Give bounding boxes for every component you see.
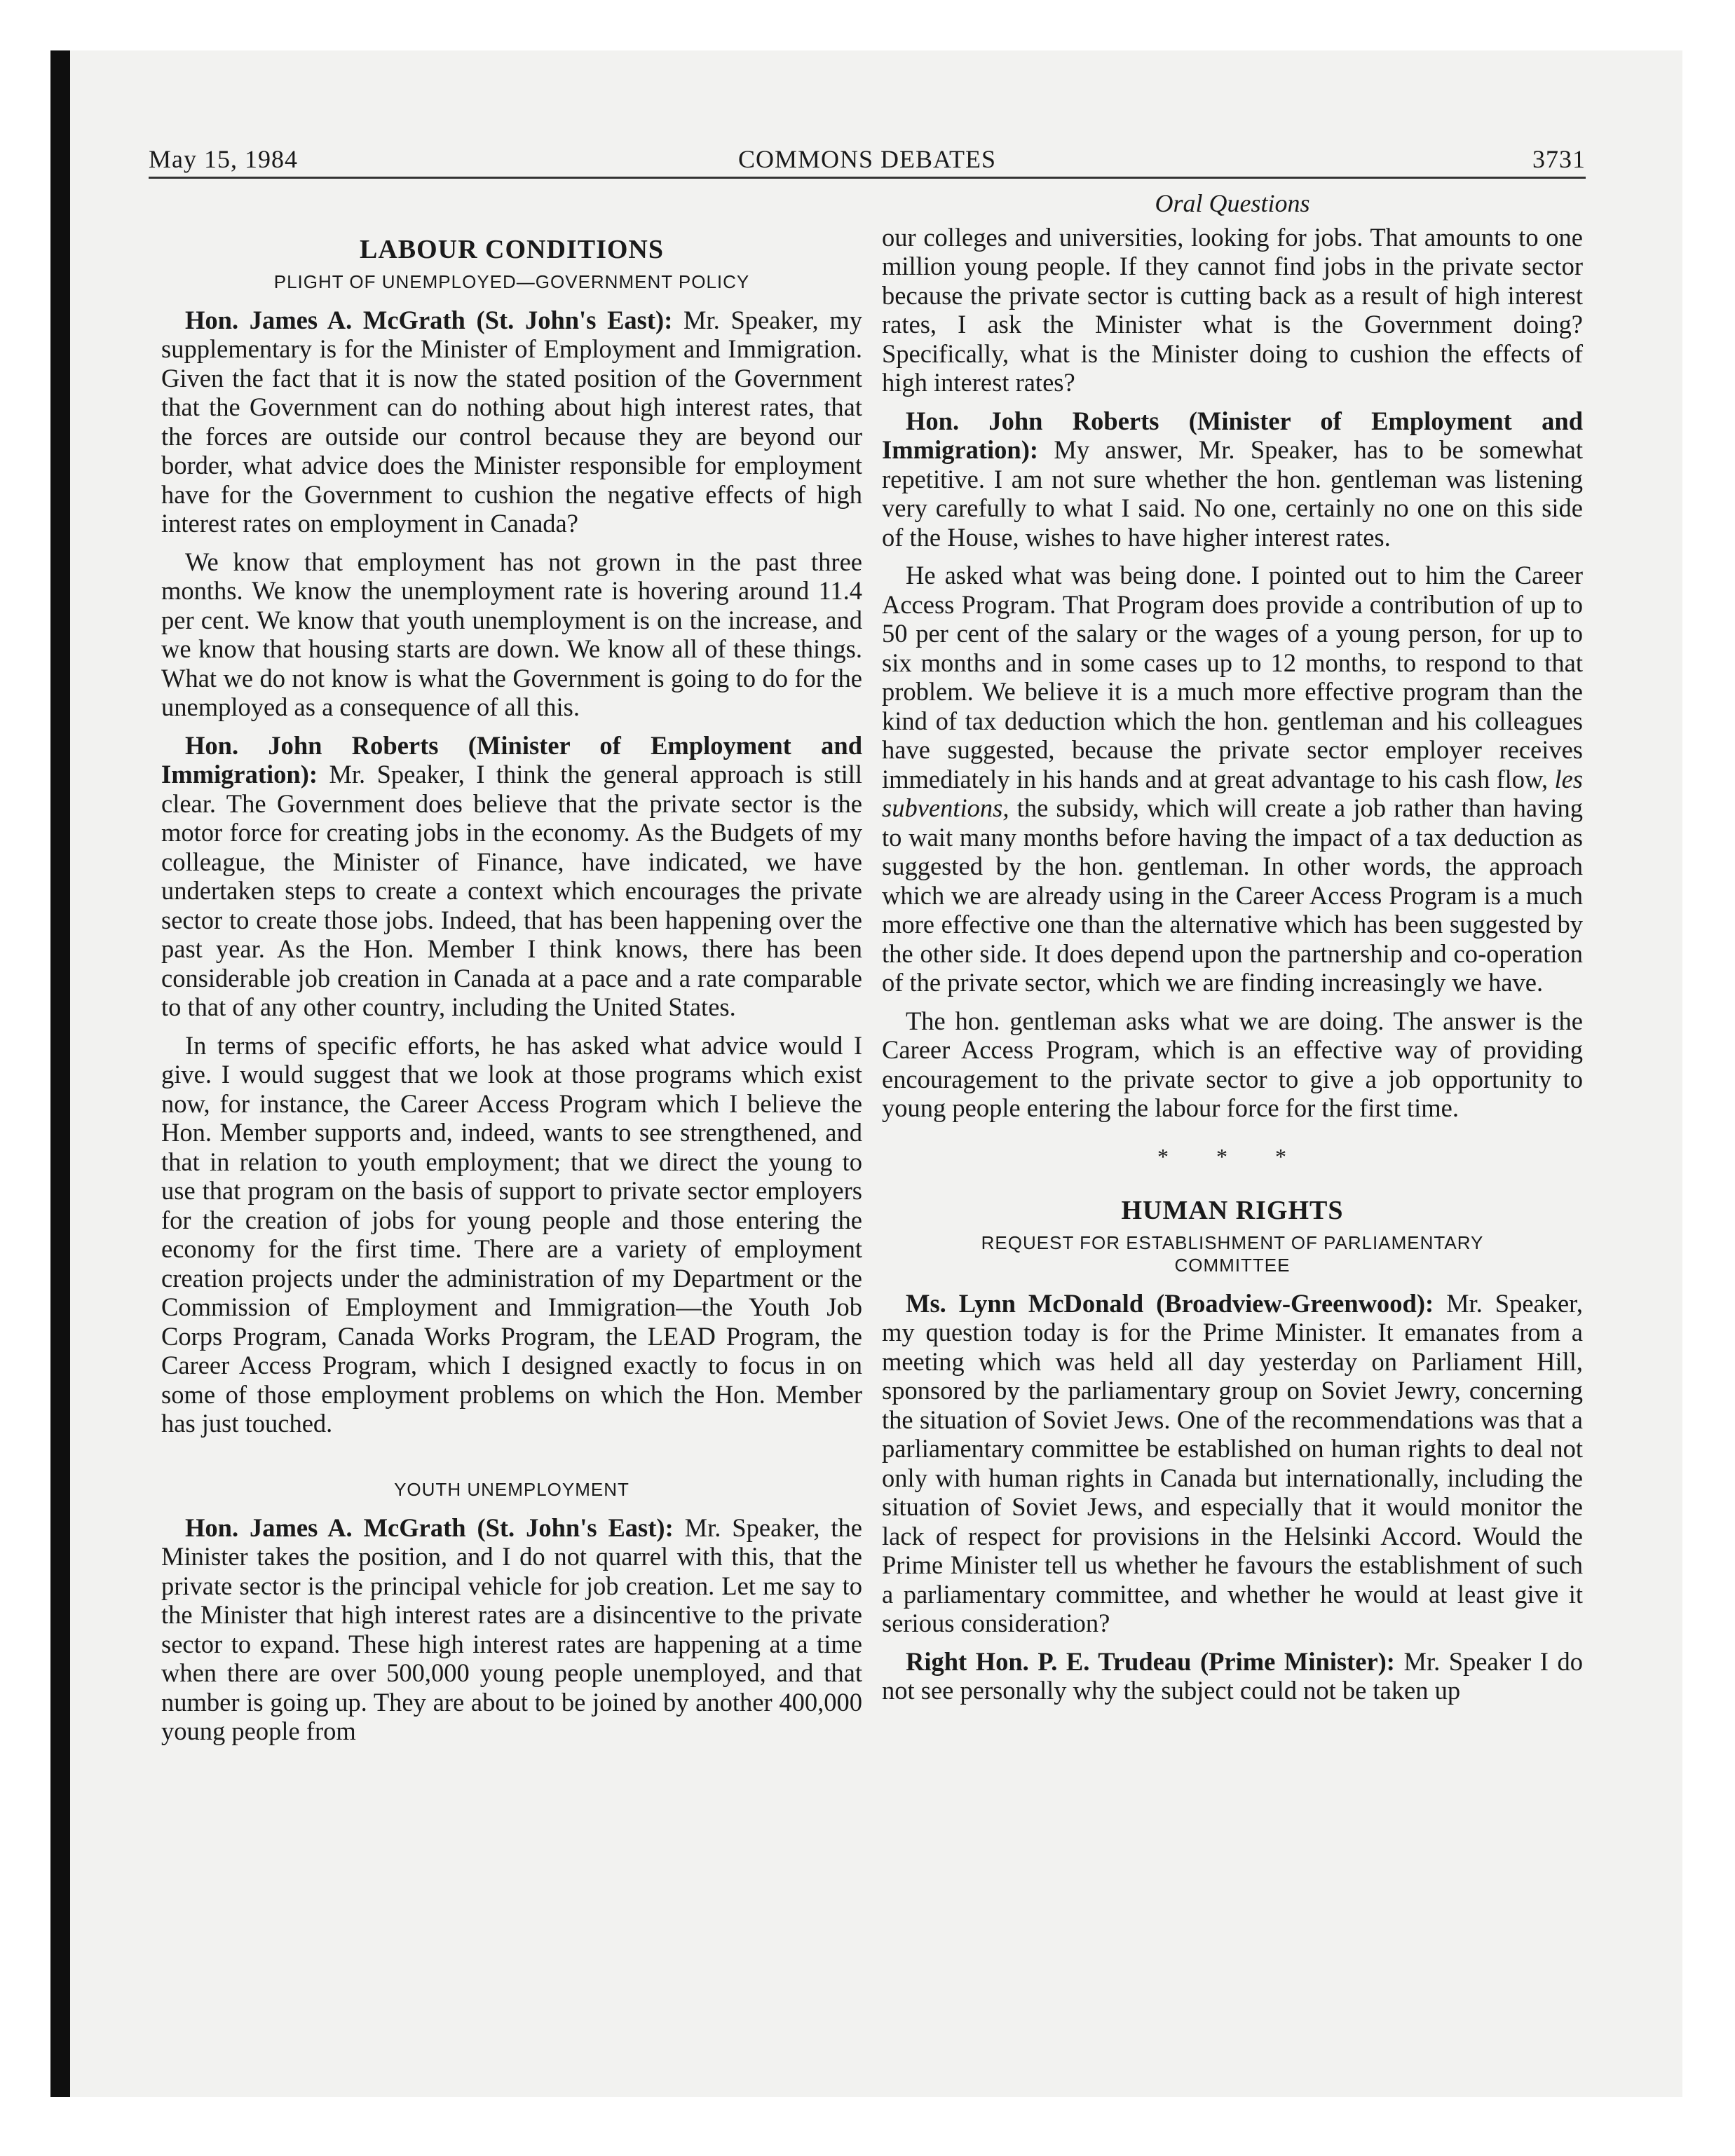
paragraph <box>882 407 1583 552</box>
speaker-name: Ms. Lynn McDonald (Broadview-Greenwood): <box>906 1288 1434 1318</box>
running-head: Oral Questions <box>1155 189 1310 217</box>
section-title-labour-conditions: LABOUR CONDITIONS <box>359 235 665 264</box>
paragraph <box>161 1513 862 1746</box>
scan-edge <box>50 50 70 2097</box>
page-header <box>149 140 1586 179</box>
paragraph-text: Mr. Speaker, my question today is for the Prime Minister. It emanates from a meeting which was held all day yesterday on Parliament Hill, sponsored by the parliamentary group on Soviet Jewry, concerning the situation of Soviet Jews. One of the recommendations was that a parliamentary committee be established on human rights to deal not only with human rights in Canada but internationally, including the situation of Soviet Jews, and especially that it would monitor the lack of respect for provisions in the Helsinki Accord. Would the Prime Minister tell us whether he favours the establishment of such a parliamentary committee, and whether he would at least give it serious consideration? <box>882 1288 1583 1637</box>
paragraph-text: My answer, Mr. Speaker, has to be somewhat repetitive. I am not sure whether the hon. gentleman was listening very carefully to what I said. No one, certainly no one on this side of the House, wishes to have higher interest rates. <box>882 435 1583 552</box>
paragraph <box>882 1647 1583 1705</box>
right-column <box>882 189 1583 1714</box>
section-subtitle-parliamentary-committee: REQUEST FOR ESTABLISHMENT OF PARLIAMENTARY COMMITTEE <box>981 1231 1484 1276</box>
paragraph-text: Mr. Speaker, my supplementary is for the Minister of Employment and Immigration. Given the fact that it is now the stated position of the Government that the Government can do nothing about high interest rates, that the forces are outside our control because they are beyond our border, what advice does the Minister responsible for employment have for the Government to cushion the negative effects of high interest rates on employment in Canada? <box>161 305 862 538</box>
section-subtitle-youth-unemployment: YOUTH UNEMPLOYMENT <box>394 1478 630 1500</box>
header-page-number: 3731 <box>1532 145 1586 173</box>
paragraph: We know that employment has not grown in the past three months. We know the unemployment rate is hovering around 11.4 per cent. We know that youth unemployment is on the increase, and we know that housing starts are down. We know all of these things. What we do not know is what the Government is going to do for the unemployed as a consequence of all this. <box>161 547 862 721</box>
paragraph: In terms of specific efforts, he has asked what advice would I give. I would suggest that we look at those programs which exist now, for instance, the Career Access Program which I believe the Hon. Member supports and, indeed, wants to see strengthened, and that in relation to youth employment; that we direct the young to use that program on the basis of support to private sector employers for the creation of jobs for young people and those entering the economy for the first time. There are a variety of employment creation projects under the administration of my Department or the Commission of Employment and Immigration—the Youth Job Corps Program, Canada Works Program, the LEAD Program, the Career Access Program, which I designed exactly to focus in on some of those employment problems on which the Hon. Member has just touched. <box>161 1030 862 1438</box>
speaker-name: Right Hon. P. E. Trudeau (Prime Minister): <box>906 1646 1395 1676</box>
paragraph: The hon. gentleman asks what we are doing. The answer is the Career Access Program, which is an effective way of providing encouragement to the private sector to give a job opportunity to young people entering the labour force for the first time. <box>882 1006 1583 1122</box>
paragraph <box>882 561 1583 997</box>
paragraph: our colleges and universities, looking for jobs. That amounts to one million young people. If they cannot find jobs in the private sector because the private sector is cutting back as a result of high interest rates, I ask the Minister what is the Government doing? Specifically, what is the Minister doing to cushion the effects of high interest rates? <box>882 222 1583 397</box>
speaker-name: Hon. James A. McGrath (St. John's East): <box>185 305 673 334</box>
speaker-name: Hon. James A. McGrath (St. John's East): <box>185 1513 674 1542</box>
paragraph <box>882 1289 1583 1638</box>
paragraph-text: Mr. Speaker I do not see personally why the subject could not be taken up <box>882 1646 1583 1705</box>
header-date: May 15, 1984 <box>149 145 298 173</box>
paragraph-text: Mr. Speaker, I think the general approach is still clear. The Government does believe that the private sector is the motor force for creating jobs in the economy. As the Budgets of my colleague, the Minister of Finance, have indicated, we have undertaken steps to create a context which encourages the private sector to create those jobs. Indeed, that has been happening over the past year. As the Hon. Member I think knows, there has been considerable job creation in Canada at a pace and a rate comparable to that of any other country, including the United States. <box>161 760 862 1021</box>
paragraph-text: Mr. Speaker, the Minister takes the position, and I do not quarrel with this, that the private sector is the principal vehicle for job creation. Let me say to the Minister that high interest rates are a disincentive to the private sector to expand. These high interest rates are happening at a time when there are over 500,000 young people unemployed, and that number is going up. They are about to be joined by another 400,000 young people from <box>161 1513 863 1745</box>
section-separator: * * * <box>1157 1143 1307 1169</box>
left-column <box>161 189 862 1755</box>
section-subtitle-plight: PLIGHT OF UNEMPLOYED—GOVERNMENT POLICY <box>273 271 750 292</box>
speaker-name: Hon. John Roberts (Minister of Employment and Immigration): <box>161 730 862 789</box>
paragraph <box>161 731 862 1022</box>
section-title-human-rights: HUMAN RIGHTS <box>1121 1196 1344 1225</box>
paragraph <box>161 306 862 538</box>
paragraph-text: the subsidy, which will create a job rather than having to wait many months before having the impact of a tax deduction as suggested by the hon. gentleman. In other words, the approach which we are already using in the Career Access Program is a much more effective one than the alternative which has been suggested by the other side. It does depend upon the partnership and co-operation of the private sector, which we are finding increasingly we have. <box>882 793 1583 997</box>
speaker-name: Hon. John Roberts (Minister of Employment and Immigration): <box>882 406 1583 464</box>
italic-phrase: les subventions, <box>882 764 1583 822</box>
paragraph-text: He asked what was being done. I pointed out to him the Career Access Program. That Program does provide a contribution of up to 50 per cent of the salary or the wages of a young person, for up to six months and in some cases up to 12 months, to respond to that problem. We believe it is a much more effective program than the kind of tax deduction which the hon. gentleman and his colleagues have suggested, because the private sector employer receives immediately in his hands and at great advantage to his cash flow, <box>882 561 1583 793</box>
header-title: COMMONS DEBATES <box>737 145 997 173</box>
